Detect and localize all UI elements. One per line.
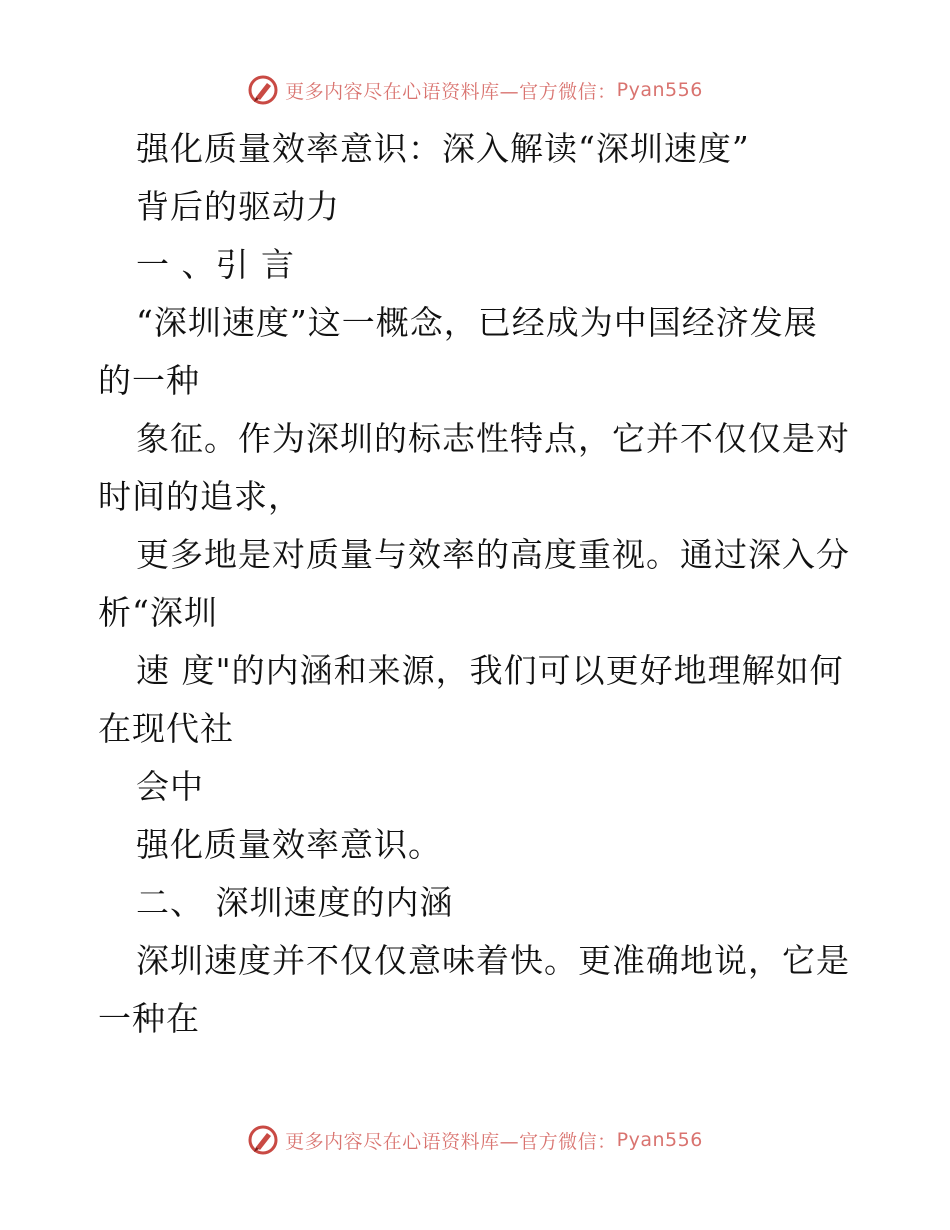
title-line-1: 强化质量效率意识：深入解读“深圳速度” bbox=[136, 129, 750, 168]
paragraph-line: 速 度"的内涵和来源，我们可以更好地理解如何 bbox=[136, 651, 844, 690]
footer-watermark-banner bbox=[0, 1120, 950, 1160]
paragraph-line: 更多地是对质量与效率的高度重视。通过深入分 bbox=[136, 535, 850, 574]
paragraph-line: 析“深圳 bbox=[98, 593, 218, 632]
paragraph-line: “深圳速度”这一概念，已经成为中国经济发展 bbox=[136, 303, 818, 342]
banner-text: 更多内容尽在心语资料库—官方微信： bbox=[285, 1130, 617, 1153]
section-heading-connotation: 二、 深圳速度的内涵 bbox=[136, 883, 454, 922]
document-body bbox=[98, 120, 858, 1048]
paragraph-line: 一种在 bbox=[98, 999, 200, 1038]
paragraph-line: 时间的追求， bbox=[98, 477, 302, 516]
paragraph-line: 象征。作为深圳的标志性特点，它并不仅仅是对 bbox=[136, 419, 850, 458]
paragraph-line: 在现代社 bbox=[98, 709, 234, 748]
banner-wechat-id: Pyan556 bbox=[616, 1129, 703, 1151]
banner-wechat-id: Pyan556 bbox=[616, 79, 703, 101]
paragraph-line: 深圳速度并不仅仅意味着快。更准确地说，它是 bbox=[136, 941, 850, 980]
paragraph-line: 的一种 bbox=[98, 361, 200, 400]
paragraph-line: 会中 bbox=[136, 767, 204, 806]
banner-text: 更多内容尽在心语资料库—官方微信： bbox=[285, 80, 617, 103]
section-heading-intro: 一 、引 言 bbox=[136, 245, 295, 284]
paragraph-line: 强化质量效率意识。 bbox=[136, 825, 442, 864]
pen-logo-icon bbox=[247, 1124, 279, 1156]
header-watermark-banner bbox=[0, 70, 950, 110]
title-line-2: 背后的驱动力 bbox=[136, 187, 340, 226]
pen-logo-icon bbox=[247, 74, 279, 106]
